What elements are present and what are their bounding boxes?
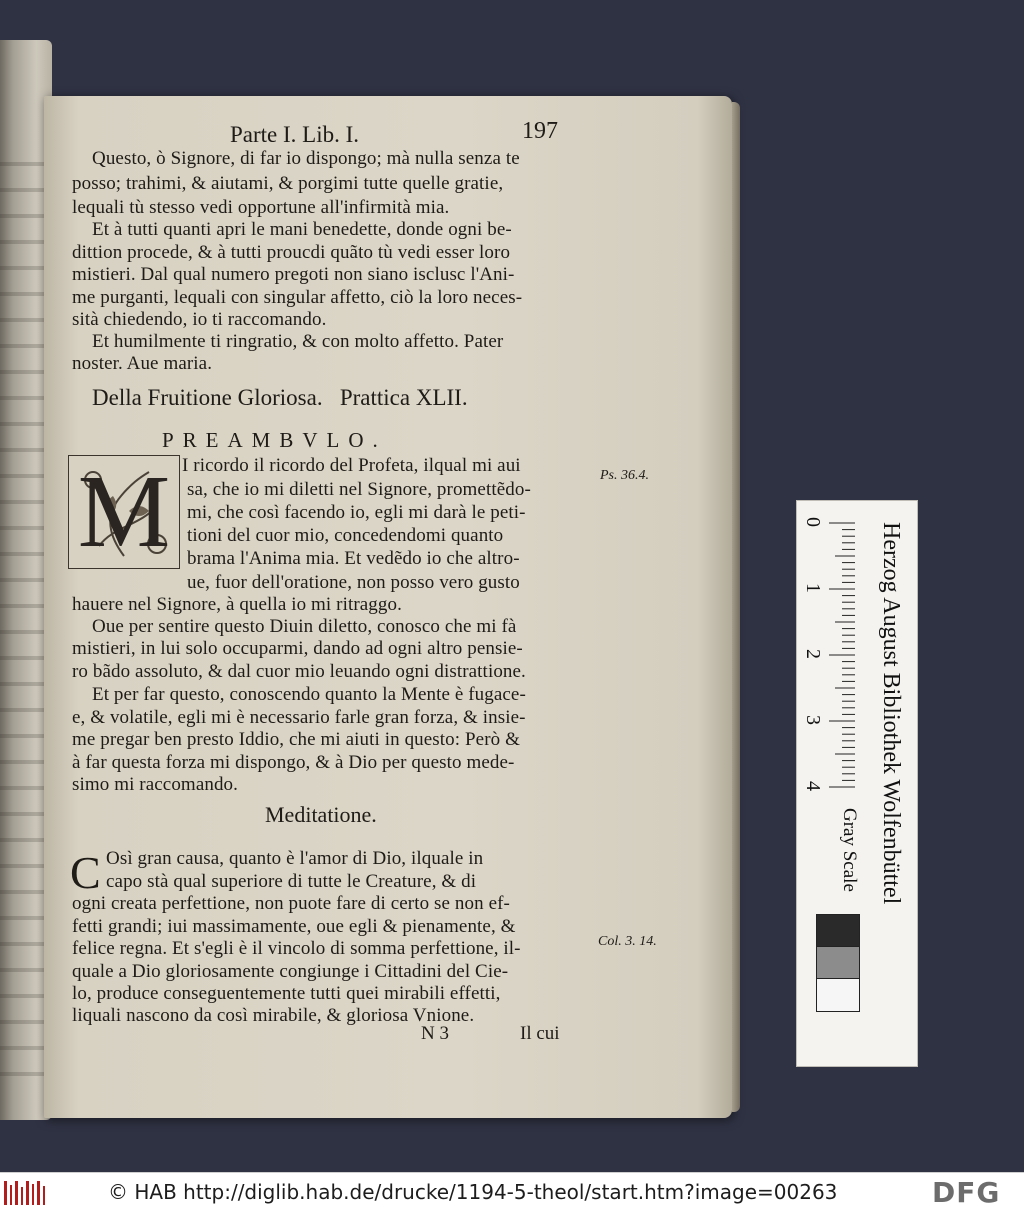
text-line: liquali nascono da così mirabile, & gloriosa Vnione. [72, 1005, 475, 1026]
text-line: mi, che così facendo io, egli mi darà le peti- [187, 502, 526, 523]
text-line: Et per far questo, conoscendo quanto la Mente è fugace- [92, 684, 526, 705]
text-line: Osì gran causa, quanto è l'amor di Dio, ilquale in [106, 848, 484, 869]
footer-bar [0, 1172, 1024, 1212]
text-line: noster. Aue maria. [72, 353, 213, 374]
margin-note-psalm: Ps. 36.4. [600, 468, 649, 483]
text-line: ogni creata perfettione, non puote fare di certo se non ef- [72, 893, 510, 914]
text-line: felice regna. Et s'egli è il vincolo di somma perfettione, il- [72, 938, 521, 959]
text-line: I ricordo il ricordo del Profeta, ilqual mi aui [182, 455, 521, 476]
text-line: me purganti, lequali con singular affetto, ciò la loro neces- [72, 287, 523, 308]
dfg-logo: DFG [932, 1176, 1001, 1209]
text-line: à far questa forza mi dispongo, & à Dio per questo mede- [72, 752, 515, 773]
page-number: 197 [522, 118, 558, 144]
text-line: capo stà qual superiore di tutte le Creature, & di [106, 871, 477, 892]
text-line: lo, produce conseguentemente tutti quei mirabili effetti, [72, 983, 501, 1004]
ruler-number: 3 [802, 715, 824, 725]
page-edge [732, 102, 740, 1112]
ruler-number: 1 [802, 583, 824, 593]
text-line: Et à tutti quanti apri le mani benedette, donde ogni be- [92, 219, 512, 240]
gray-patch-mid [816, 946, 860, 980]
text-line: simo mi raccomando. [72, 774, 238, 795]
ruler-number: 2 [802, 649, 824, 659]
text-line: ro bãdo assoluto, & dal cuor mio leuando ogni distrattione. [72, 661, 526, 682]
text-line: Questo, ò Signore, di far io dispongo; mà nulla senza te [92, 148, 520, 169]
meditatione-title: Meditatione. [265, 802, 377, 827]
text-line: tioni del cuor mio, concedendomi quanto [187, 525, 504, 546]
ruler-number: 4 [802, 781, 824, 791]
gray-scale-label: Gray Scale [839, 808, 860, 892]
gray-patch-light [816, 978, 860, 1012]
text-line: ue, fuor dell'oratione, non posso vero gusto [187, 572, 520, 593]
ruler-institution-label: Herzog August Bibliothek Wolfenbüttel [878, 522, 904, 905]
hab-barcode-logo-icon [4, 1179, 48, 1207]
text-line: quale a Dio gloriosamente congiunge i Cittadini del Cie- [72, 961, 509, 982]
decorated-initial [68, 455, 180, 569]
text-line: dittion procede, & à tutti proucdi quãto tù vedi esser loro [72, 242, 511, 263]
text-line: lequali tù stesso vedi opportune all'infirmità mia. [72, 197, 450, 218]
text-line: mistieri. Dal qual numero pregoti non siano isclusc l'Ani- [72, 264, 515, 285]
text-line: Oue per sentire questo Diuin diletto, conosco che mi fà [92, 616, 517, 637]
text-line: sità chiedendo, io ti raccomando. [72, 309, 327, 330]
text-line: fetti grandi; iui massimamente, oue egli & pienamente, & [72, 916, 516, 937]
text-line: brama l'Anima mia. Et vedẽdo io che altro- [187, 548, 520, 569]
text-line: mistieri, in lui solo occuparmi, dando ad ogni altro pensie- [72, 638, 523, 659]
text-line: me pregar ben presto Iddio, che mi aiuti in questo: Però & [72, 729, 520, 750]
copyright-url-text: © HAB http://diglib.hab.de/drucke/1194-5-theol/start.htm?image=00263 [108, 1180, 838, 1204]
initial-letter-c: C [70, 847, 101, 898]
initial-letter-m: M [77, 454, 171, 569]
section-title: Della Fruitione Gloriosa. Prattica XLII. [92, 385, 468, 410]
margin-note-colossians: Col. 3. 14. [598, 934, 657, 949]
text-line: e, & volatile, egli mi è necessario farle gran forza, & insie- [72, 707, 526, 728]
ruler-number: 0 [802, 517, 824, 527]
catchword: Il cui [520, 1023, 560, 1044]
text-line: Et humilmente ti ringratio, & con molto affetto. Pater [92, 331, 504, 352]
text-line: hauere nel Signore, à quella io mi ritraggo. [72, 594, 402, 615]
running-head: Parte I. Lib. I. [230, 122, 360, 147]
gray-patch-dark [816, 914, 860, 948]
preambulo-title: PREAMBVLO. [162, 428, 387, 452]
signature-mark: N 3 [421, 1023, 449, 1044]
text-line: posso; trahimi, & aiutami, & porgimi tutte quelle gratie, [72, 173, 504, 194]
text-line: sa, che io mi diletti nel Signore, promettẽdo- [187, 479, 531, 500]
